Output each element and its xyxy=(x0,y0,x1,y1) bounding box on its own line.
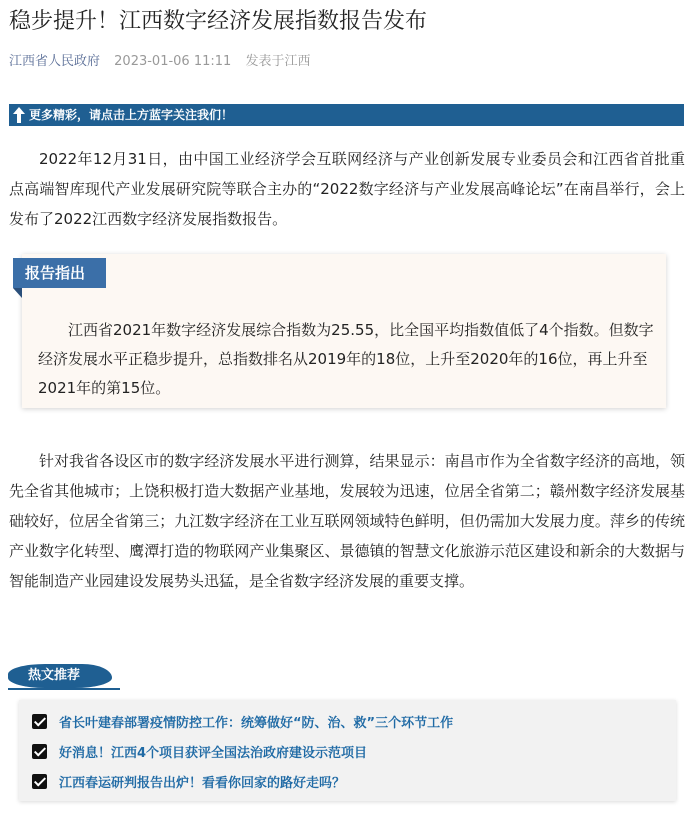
follow-banner-text: 更多精彩，请点击上方蓝字关注我们！ xyxy=(29,108,234,122)
hot-article-title[interactable]: 省长叶建春部署疫情防控工作：统筹做好“防、治、救”三个环节工作 xyxy=(59,715,454,731)
publish-datetime: 2023-01-06 11:11 xyxy=(114,54,232,69)
hot-articles-label: 热文推荐 xyxy=(8,664,112,688)
publish-location: 发表于江西 xyxy=(245,54,311,69)
body-paragraph-2: 针对我省各设区市的数字经济发展水平进行测算，结果显示：南昌市作为全省数字经济的高地，领先全省其他城市；上饶积极打造大数据产业基地，发展较为迅速，位居全省第二；赣州数字经济发展基础较好，位居全省第三；九江数字经济在工业互联网领域特色鲜明，但仍需加大发展力度。萍乡的传统产业数字化转型、鹰潭打造的物联网产业集聚区、景德镇的智慧文化旅游示范区建设和新余的大数据与智能制造产业园建设发展势头迅猛，是全省数字经济发展的重要支撑。 xyxy=(9,452,685,590)
hot-article-title[interactable]: 好消息！江西4个项目获评全国法治政府建设示范项目 xyxy=(59,745,368,761)
checkbox-icon xyxy=(32,774,47,789)
follow-banner xyxy=(9,104,684,126)
highlight-label: 报告指出 xyxy=(13,258,106,288)
body-paragraph-1: 2022年12月31日，由中国工业经济学会互联网经济与产业创新发展专业委员会和江西省首批重点高端智库现代产业发展研究院等联合主办的“2022数字经济与产业发展高峰论坛”在南昌举行，会上发布了2022江西数字经济发展指数报告。 xyxy=(9,150,685,228)
article-title: 稳步提升！江西数字经济发展指数报告发布 xyxy=(9,9,428,34)
checkbox-icon xyxy=(32,744,47,759)
highlight-label-fold xyxy=(13,288,22,298)
article-meta xyxy=(9,50,320,69)
hot-articles-underline xyxy=(8,688,120,690)
up-arrow-icon xyxy=(12,106,26,124)
hot-articles-list xyxy=(19,700,676,801)
source-link[interactable]: 江西省人民政府 xyxy=(9,54,101,69)
checkbox-icon xyxy=(32,714,47,729)
highlight-text: 江西省2021年数字经济发展综合指数为25.55，比全国平均指数值低了4个指数。但数字经济发展水平正稳步提升，总指数排名从2019年的18位，上升至2020年的16位，再上升至2021年的第15位。 xyxy=(38,321,654,397)
hot-article-link[interactable] xyxy=(32,771,345,791)
hot-article-title[interactable]: 江西春运研判报告出炉！看看你回家的路好走吗？ xyxy=(59,775,346,791)
hot-article-link[interactable] xyxy=(32,741,367,761)
hot-article-link[interactable] xyxy=(32,711,453,731)
